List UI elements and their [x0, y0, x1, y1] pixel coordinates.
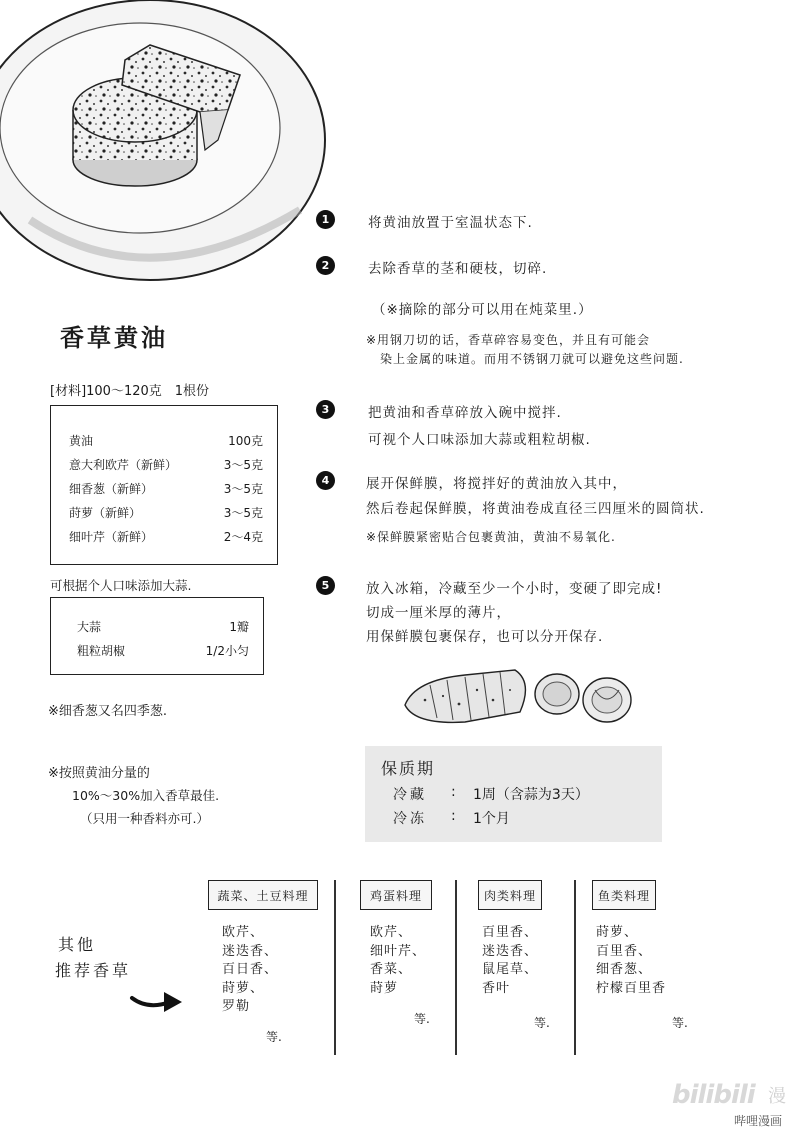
etc-label: 等.: [414, 1012, 430, 1026]
step-text: 将黄油放置于室温状态下.: [368, 215, 533, 231]
divider: [455, 880, 457, 1055]
herb-list: 百里香、 迷迭香、 鼠尾草、 香叶: [482, 925, 539, 996]
step-number: 1: [316, 210, 335, 229]
step-number: 2: [316, 256, 335, 275]
arrow-right-icon: [128, 980, 188, 1020]
watermark-sub: 哔哩漫画: [734, 1114, 783, 1128]
category-fish: 鱼类料理: [592, 880, 656, 910]
watermark-sub: 漫: [768, 1086, 786, 1107]
ingredient-row: 细香葱（新鲜） 3～5克: [69, 482, 263, 496]
etc-label: 等.: [266, 1030, 282, 1044]
herb-list: 莳萝、 百里香、 细香葱、 柠檬百里香: [596, 925, 667, 996]
wrapped-butter-illustration: [395, 660, 640, 735]
etc-label: 等.: [672, 1016, 688, 1030]
shelf-life-panel: [365, 746, 662, 842]
plate-illustration: [0, 0, 330, 300]
step-note: （※摘除的部分可以用在炖菜里.）: [372, 302, 593, 318]
step-note: ※保鲜膜紧密贴合包裹黄油，黄油不易氧化.: [366, 530, 616, 544]
ingredient-row: 莳萝（新鲜） 3～5克: [69, 506, 263, 520]
ingredients-box: [50, 405, 278, 565]
step-text: 去除香草的茎和硬枝，切碎.: [368, 261, 548, 277]
shelf-life-row: 冷冻 : 1个月: [393, 808, 510, 827]
optional-caption: 可根据个人口味添加大蒜.: [50, 578, 192, 593]
note-chive: ※细香葱又名四季葱.: [48, 704, 168, 719]
step-text: 切成一厘米厚的薄片，: [366, 605, 511, 621]
ingredient-row: 黄油 100克: [69, 434, 263, 448]
watermark-brand: bilibili: [672, 1080, 755, 1110]
note-ratio: 10%～30%加入香草最佳.: [72, 788, 220, 803]
note-ratio: （只用一种香料亦可.）: [80, 811, 209, 826]
optional-row: 粗粒胡椒 1/2小匀: [77, 644, 249, 658]
category-meat: 肉类料理: [478, 880, 542, 910]
divider: [334, 880, 336, 1055]
bilibili-watermark: [672, 1078, 792, 1130]
optional-row: 大蒜 1瓣: [77, 620, 249, 634]
step-text: 然后卷起保鲜膜，将黄油卷成直径三四厘米的圆筒状.: [366, 501, 705, 517]
note-ratio: ※按照黄油分量的: [48, 766, 150, 781]
step-number: 4: [316, 471, 335, 490]
ingredient-row: 细叶芹（新鲜） 2～4克: [69, 530, 263, 544]
shelf-life-title: 保质期: [381, 759, 436, 778]
step-note: ※用钢刀切的话，香草碎容易变色，并且有可能会: [366, 333, 651, 347]
step-text: 用保鲜膜包裹保存，也可以分开保存.: [366, 629, 604, 645]
ingredient-row: 意大利欧芹（新鲜） 3～5克: [69, 458, 263, 472]
herb-list: 欧芹、 细叶芹、 香菜、 莳萝: [370, 925, 427, 996]
category-vegetable: 蔬菜、土豆料理: [208, 880, 318, 910]
step-note: 染上金属的味道。而用不锈钢刀就可以避免这些问题.: [380, 352, 684, 366]
step-text: 把黄油和香草碎放入碗中搅拌.: [368, 405, 562, 421]
step-text: 展开保鲜膜，将搅拌好的黄油放入其中，: [366, 476, 627, 492]
herb-list: 欧芹、 迷迭香、 百日香、 莳萝、 罗勒: [222, 925, 279, 1014]
optional-ingredients-box: [50, 597, 264, 675]
recipe-title: 香草黄油: [60, 324, 168, 352]
shelf-life-row: 冷藏 : 1周（含蒜为3天）: [393, 784, 589, 803]
category-egg: 鸡蛋料理: [360, 880, 432, 910]
step-number: 3: [316, 400, 335, 419]
yield-label: [材料]100～120克 1根份: [50, 384, 210, 399]
step-text: 可视个人口味添加大蒜或粗粒胡椒.: [368, 432, 591, 448]
etc-label: 等.: [534, 1016, 550, 1030]
divider: [574, 880, 576, 1055]
step-text: 放入冰箱，冷藏至少一个小时，变硬了即完成!: [366, 581, 663, 597]
other-herbs-title: 其他: [58, 935, 97, 954]
other-herbs-title: 推荐香草: [55, 961, 132, 980]
step-number: 5: [316, 576, 335, 595]
